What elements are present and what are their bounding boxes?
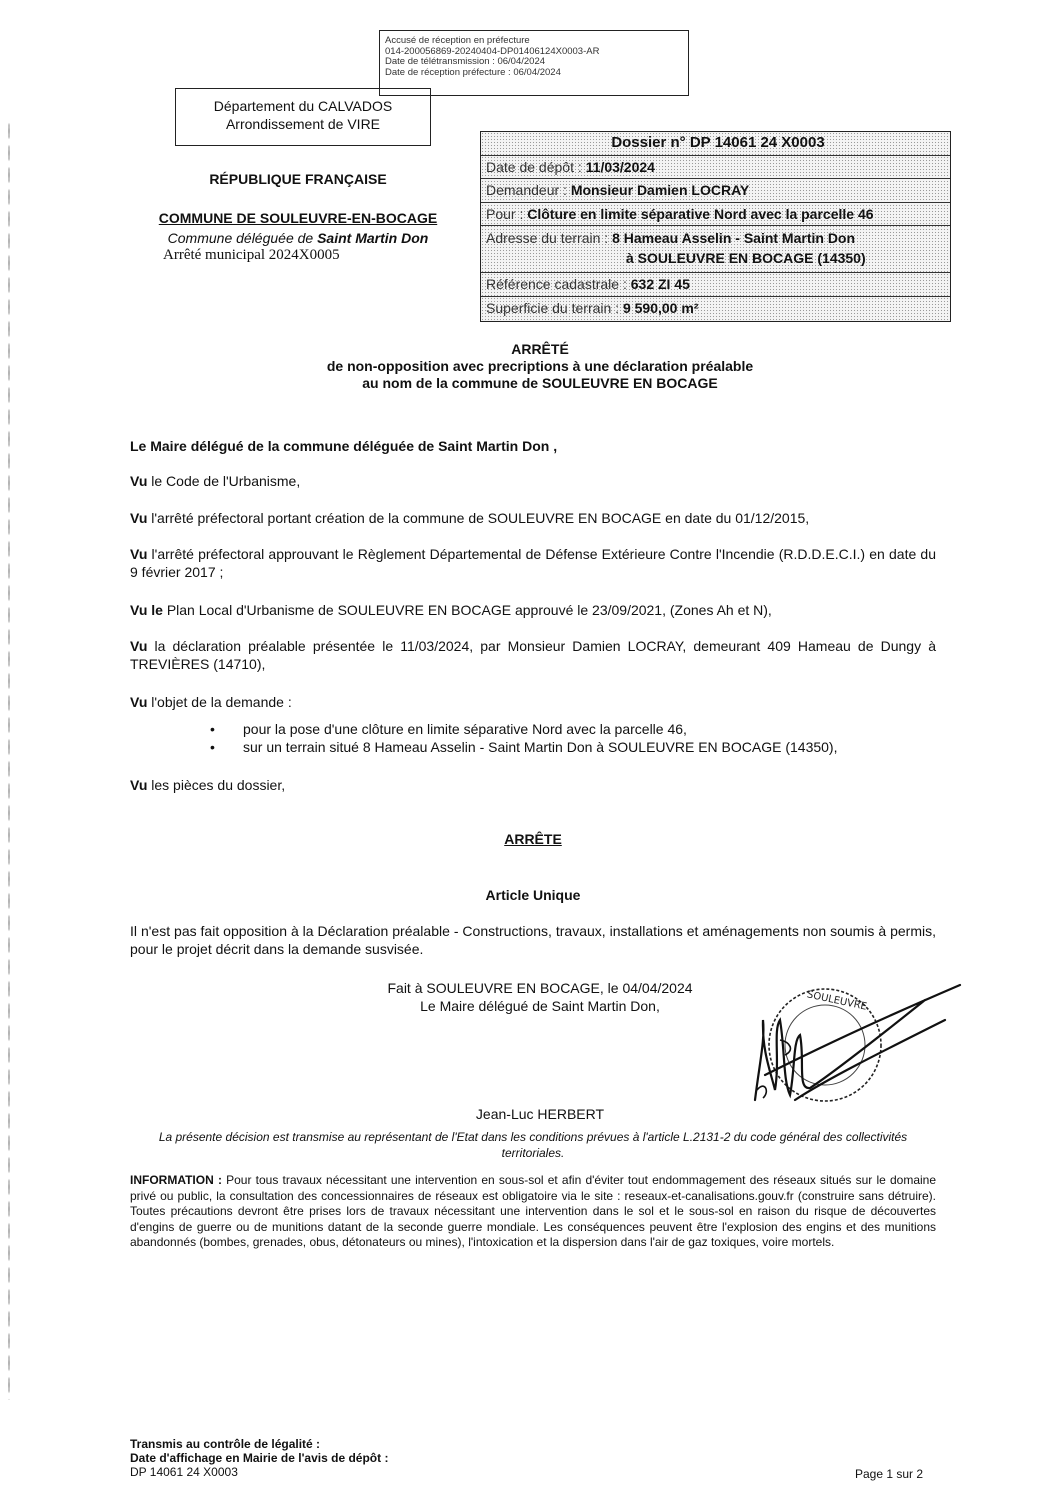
arrondissement-name: Arrondissement de VIRE xyxy=(225,116,381,132)
seal-text: SOULEUVRE xyxy=(805,989,868,1013)
transmission-note: La présente décision est transmise au représentant de l'Etat dans les conditions prévues à l'article L.2131-2 du code général des collectivités territoriales. xyxy=(158,1130,908,1160)
field-value: Clôture en limite séparative Nord avec la parcelle 46 xyxy=(527,205,874,222)
vu-text: l'objet de la demande : xyxy=(147,694,292,710)
republic-heading: RÉPUBLIQUE FRANÇAISE xyxy=(209,171,387,187)
dossier-title: Dossier n° DP 14061 24 X0003 xyxy=(481,132,950,156)
bullet-item xyxy=(210,738,837,756)
vu-pieces xyxy=(130,776,936,794)
signer-role: Le Maire délégué de Saint Martin Don, xyxy=(420,998,660,1014)
scan-edge-marks xyxy=(8,120,10,1400)
footer-display-date: Date d'affichage en Mairie de l'avis de dépôt : xyxy=(130,1451,389,1465)
dossier-pour-row xyxy=(481,203,950,227)
vu-text: Plan Local d'Urbanisme de SOULEUVRE EN BOCAGE approuvé le 23/09/2021, (Zones Ah et N), xyxy=(162,602,772,618)
signature-block xyxy=(340,979,740,1015)
vu-text: le Code de l'Urbanisme, xyxy=(147,473,301,489)
commune-heading: COMMUNE DE SOULEUVRE-EN-BOCAGE xyxy=(158,210,438,226)
vu-plu xyxy=(130,601,936,619)
page-number: Page 1 sur 2 xyxy=(855,1467,924,1481)
field-value: 9 590,00 m² xyxy=(622,299,699,316)
vu-objet xyxy=(130,693,936,711)
vu-text: la déclaration préalable présentée le 11/03/2024, par Monsieur Damien LOCRAY, demeurant 409 Hameau de Dungy à TREVIÈRES (14710), xyxy=(130,638,936,672)
municipal-order-number: Arrêté municipal 2024X0005 xyxy=(163,247,340,263)
vu-arrete-rddeci xyxy=(130,545,936,581)
field-value: à SOULEUVRE EN BOCAGE (14350) xyxy=(626,250,866,266)
footer-legality: Transmis au contrôle de légalité : xyxy=(130,1437,321,1451)
receipt-line: 014-200056869-20240404-DP01406124X0003-AR xyxy=(385,45,600,57)
place-date: Fait à SOULEUVRE EN BOCAGE, le 04/04/2024 xyxy=(387,980,693,996)
bullet-icon: • xyxy=(210,739,215,755)
information-paragraph xyxy=(130,1173,936,1251)
dossier-box xyxy=(480,131,951,322)
field-value: Monsieur Damien LOCRAY xyxy=(570,182,750,198)
title-commune: au nom de la commune de SOULEUVRE EN BOCAGE xyxy=(362,375,718,391)
dossier-depot-row xyxy=(481,156,950,180)
field-label: Référence cadastrale : xyxy=(486,276,631,292)
footer-dossier-number: DP 14061 24 X0003 xyxy=(130,1465,238,1479)
field-value: 632 ZI 45 xyxy=(630,276,690,292)
receipt-line: Date de télétransmission : 06/04/2024 xyxy=(385,56,546,67)
article-text: Il n'est pas fait opposition à la Déclaration préalable - Constructions, travaux, installations et aménagements non soumis à permis, pour le projet décrit dans la demande susvisée. xyxy=(130,923,936,957)
vu-text: l'arrêté préfectoral portant création de la commune de SOULEUVRE EN BOCAGE en date du 01/12/2015, xyxy=(147,510,810,526)
arrete-heading: ARRÊTE xyxy=(504,831,562,847)
delegated-prefix: Commune déléguée de xyxy=(167,230,318,246)
department-name: Département du CALVADOS xyxy=(213,98,393,114)
vu-text: l'arrêté préfectoral approuvant le Règlement Départemental de Défense Extérieure Contre l'Incendie (R.D.D.E.C.I.) en date du 9 février 2017 ; xyxy=(130,546,936,580)
field-value: 8 Hameau Asselin - Saint Martin Don xyxy=(612,230,856,246)
delegated-commune xyxy=(140,230,456,246)
signer-name: Jean-Luc HERBERT xyxy=(475,1106,605,1122)
dossier-reference-row xyxy=(481,273,950,297)
vu-keyword: Vu xyxy=(130,638,148,654)
vu-keyword: Vu xyxy=(130,473,148,489)
dossier-superficie-row xyxy=(481,297,950,321)
field-label: Adresse du terrain : xyxy=(486,230,613,246)
information-label: INFORMATION : xyxy=(130,1173,222,1187)
receipt-line: Accusé de réception en préfecture xyxy=(385,35,530,46)
receipt-line: Date de réception préfecture : 06/04/2024 xyxy=(385,66,561,78)
title-arrete: ARRÊTÉ xyxy=(511,341,569,357)
information-text: Pour tous travaux nécessitant une intervention en sous-sol et afin d'éviter tout endommagement des réseaux situés sur le domaine privé ou public, la consultation des concessionnaires de réseaux est obligatoire via le site : reseaux-et-canalisations.gouv.fr (construire sans détruire). Toutes précautions devront être prises lors de travaux nécessitant une intervention dans le sol et le sous-sol en raison du risque de découvertes d'engins de guerre ou de munitions datant de la seconde guerre mondiale. Les conséquences peuvent être l'explosion des engins et des munitions abandonnés (bombes, grenades, obus, détonateurs ou mines), l'intoxication et la dispersion dans l'air de gaz toxiques, voire mortels. xyxy=(130,1173,936,1249)
vu-keyword: Vu le xyxy=(130,602,163,618)
document-title xyxy=(140,341,940,392)
vu-keyword: Vu xyxy=(130,777,148,793)
delegated-name: Saint Martin Don xyxy=(317,230,429,246)
prefecture-receipt-stamp xyxy=(379,30,689,96)
field-label: Demandeur : xyxy=(486,182,571,198)
article-heading: Article Unique xyxy=(485,887,581,903)
maire-statement: Le Maire délégué de la commune déléguée de Saint Martin Don , xyxy=(130,438,558,454)
title-subject: de non-opposition avec precriptions à une déclaration préalable xyxy=(326,358,754,374)
vu-text: les pièces du dossier, xyxy=(147,777,286,793)
vu-code-urbanisme xyxy=(130,472,936,490)
official-seal-and-signature xyxy=(735,980,965,1120)
field-label: Pour : xyxy=(486,205,528,222)
department-box xyxy=(175,88,431,146)
field-label: Date de dépôt : xyxy=(486,158,586,175)
vu-keyword: Vu xyxy=(130,546,148,562)
bullet-text: pour la pose d'une clôture en limite séparative Nord avec la parcelle 46, xyxy=(243,721,687,737)
bullet-text: sur un terrain situé 8 Hameau Asselin - Saint Martin Don à SOULEUVRE EN BOCAGE (14350), xyxy=(243,739,838,755)
field-label: Superficie du terrain : xyxy=(486,299,623,316)
bullet-icon: • xyxy=(210,721,215,737)
vu-keyword: Vu xyxy=(130,510,148,526)
vu-keyword: Vu xyxy=(130,694,148,710)
dossier-adresse-row xyxy=(481,226,950,273)
vu-arrete-creation xyxy=(130,509,936,527)
field-value: 11/03/2024 xyxy=(585,158,655,175)
vu-declaration xyxy=(130,637,936,673)
bullet-item xyxy=(210,720,687,738)
footer-block xyxy=(130,1437,388,1479)
dossier-demandeur-row xyxy=(481,179,950,203)
